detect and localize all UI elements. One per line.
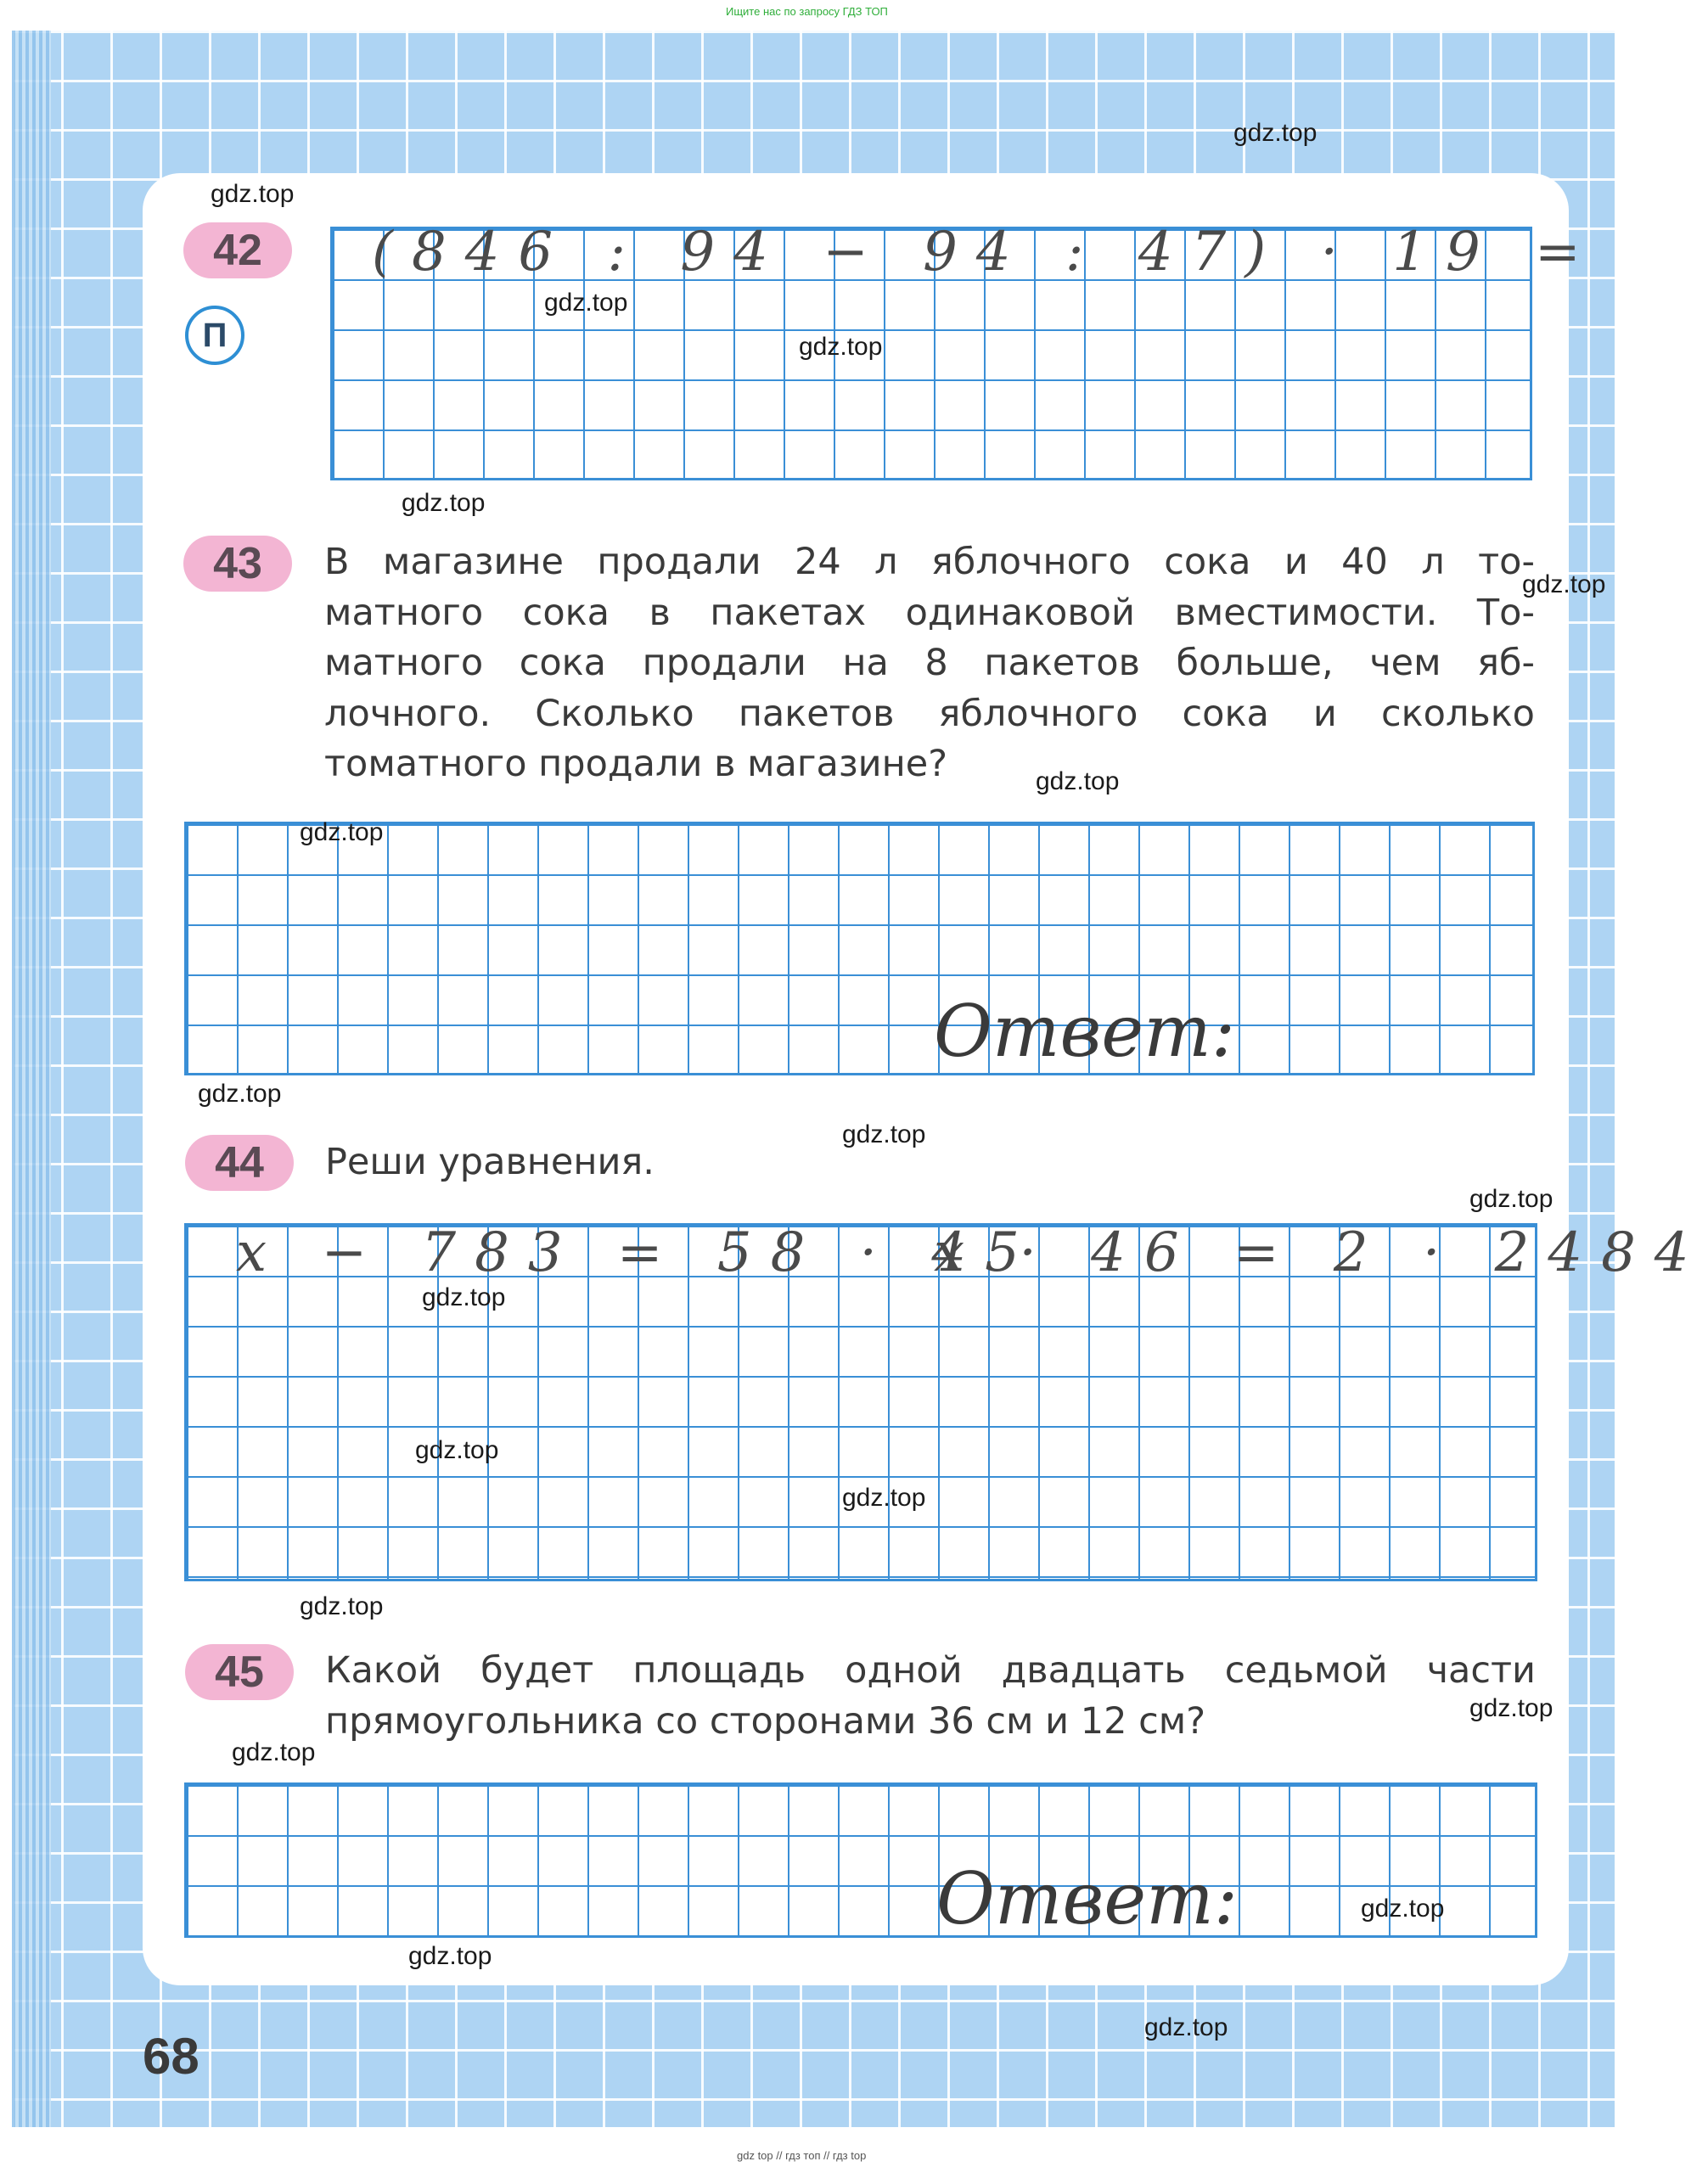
watermark: gdz.top xyxy=(198,1080,282,1108)
task-43-line: матного сока в пакетах одинаковой вместимости. То- xyxy=(324,591,1535,634)
task-44-text: Реши уравнения. xyxy=(325,1141,655,1183)
watermark: gdz.top xyxy=(842,1120,926,1148)
watermark: gdz.top xyxy=(1144,2013,1228,2041)
task-45-answer-label: Ответ: xyxy=(936,1857,1239,1940)
watermark: gdz.top xyxy=(799,333,883,361)
watermark: gdz.top xyxy=(422,1283,506,1311)
p-marker-icon: П xyxy=(185,306,244,365)
watermark: gdz.top xyxy=(842,1484,926,1512)
top-banner[interactable]: Ищите нас по запросу ГДЗ ТОП xyxy=(726,5,888,18)
task-43-line: томатного продали в магазине? xyxy=(324,743,948,785)
task-44-number: 44 xyxy=(185,1135,294,1191)
task-43-line: В магазине продали 24 л яблочного сока и 40 л то- xyxy=(324,541,1535,583)
watermark: gdz.top xyxy=(1361,1895,1445,1923)
task-45-line: Какой будет площадь одной двадцать седьмой части xyxy=(325,1649,1536,1692)
task-42-number: 42 xyxy=(183,222,292,278)
bottom-banner[interactable]: gdz top // гдз топ // гдз top xyxy=(737,2149,867,2162)
watermark: gdz.top xyxy=(300,1592,384,1620)
task-44-equation-1: x − 783 = 58 · 45 xyxy=(236,1221,1038,1284)
watermark: gdz.top xyxy=(408,1942,492,1970)
task-45-grid[interactable] xyxy=(184,1782,1537,1938)
task-45-line: прямоугольника со сторонами 36 см и 12 см? xyxy=(325,1699,1206,1743)
watermark: gdz.top xyxy=(1469,1694,1553,1722)
watermark: gdz.top xyxy=(415,1436,499,1464)
page-number: 68 xyxy=(143,2028,199,2085)
watermark: gdz.top xyxy=(544,289,628,317)
watermark: gdz.top xyxy=(232,1738,316,1766)
task-45-number: 45 xyxy=(185,1644,294,1700)
watermark: gdz.top xyxy=(1522,570,1606,598)
watermark: gdz.top xyxy=(300,818,384,846)
task-45-text xyxy=(325,1646,1536,1747)
task-44-equation-2: x · 46 = 2 · 2484 xyxy=(934,1221,1708,1284)
watermark: gdz.top xyxy=(1469,1185,1553,1213)
watermark: gdz.top xyxy=(402,489,486,517)
task-43-number: 43 xyxy=(183,536,292,592)
watermark: gdz.top xyxy=(211,180,295,208)
watermark: gdz.top xyxy=(1036,767,1120,795)
watermark: gdz.top xyxy=(1233,119,1318,147)
task-43-text xyxy=(324,537,1535,790)
task-42-expression: (846 : 94 − 94 : 47) · 19 = xyxy=(372,221,1599,284)
binding-spine xyxy=(12,31,51,2127)
task-43-answer-label: Ответ: xyxy=(934,990,1236,1073)
task-43-line: лочного. Сколько пакетов яблочного сока и сколько xyxy=(324,692,1535,735)
task-43-line: матного сока продали на 8 пакетов больше, чем яб- xyxy=(324,642,1535,684)
task-43-grid[interactable] xyxy=(184,822,1535,1075)
